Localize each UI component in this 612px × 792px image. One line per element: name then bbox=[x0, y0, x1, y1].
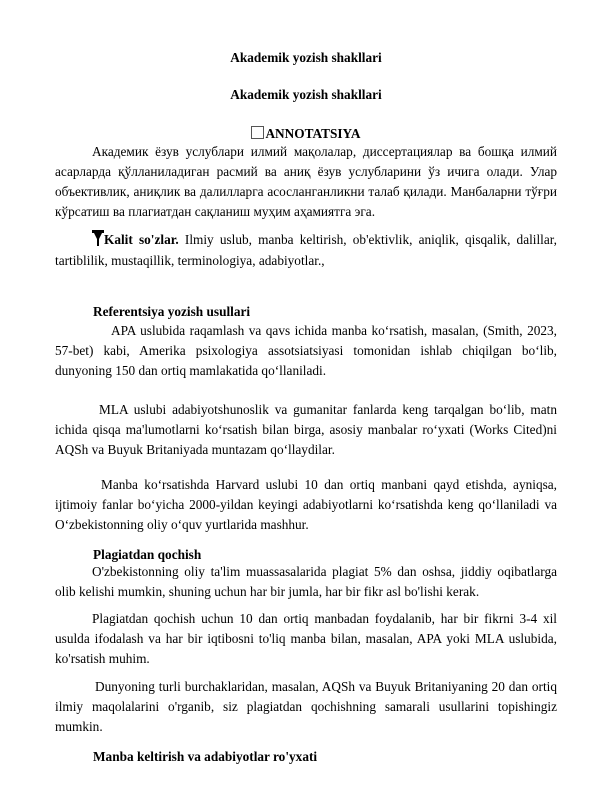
section-heading-citation: Manba keltirish va adabiyotlar ro'yxati bbox=[93, 749, 318, 764]
section-heading-plagiarism: Plagiatdan qochish bbox=[93, 547, 202, 562]
plagiarism-paragraph-3: Dunyoning turli burchaklaridan, masalan, AQSh va Buyuk Britaniyaning 20 dan ortiq ilmiy maqolalarini o'rganib, siz plagiatdan qochishning samarali usullarini topishingiz mumkin. bbox=[55, 679, 557, 734]
annotation-heading: ANNOTATSIYA bbox=[265, 126, 361, 141]
missing-glyph-icon bbox=[251, 126, 264, 139]
referencing-paragraph-1: APA uslubida raqamlash va qavs ichida manba koʻrsatish, masalan, (Smith, 2023, 57-bet) kabi, Amerika psixologiya assotsiatsiyasi tomonidan ishlab chiqilgan boʻlib, dunyoning 150 dan ortiq mamlakatida qoʻllaniladi. bbox=[55, 323, 557, 378]
annotation-heading-row bbox=[0, 124, 612, 144]
section-heading-referencing: Referentsiya yozish usullari bbox=[93, 304, 251, 319]
keywords-label: Kalit so'zlar. bbox=[104, 232, 179, 247]
document-title: Akademik yozish shakllari bbox=[230, 50, 382, 65]
keywords-text: Ilmiy uslub, manba keltirish, ob'ektivlik, aniqlik, qisqalik, dalillar, tartiblilik, mustaqillik, terminologiya, adabiyotlar., bbox=[55, 232, 557, 268]
document-subtitle: Akademik yozish shakllari bbox=[230, 87, 382, 102]
plagiarism-paragraph-2: Plagiatdan qochish uchun 10 dan ortiq manbadan foydalanib, har bir fikrni 3-4 xil usulda ifodalash va har bir iqtibosni to'liq manba bilan, masalan, APA yoki MLA uslubida, ko'rsatish muhim. bbox=[55, 611, 557, 666]
referencing-paragraph-3: Manba koʻrsatishda Harvard uslubi 10 dan ortiq manbani qayd etishda, ayniqsa, ijtimoiy fanlar boʻyicha 2000-yildan keyingi adabiyotlarni koʻrsatishda keng qoʻllaniladi va Oʻzbekistonning oliy oʻquv yurtlarida mashhur. bbox=[55, 477, 557, 532]
annotation-text: Академик ёзув услублари илмий мақолалар, диссертациялар ва бошқа илмий асарларда қўлланиладиган расмий ва аниқ ёзув услубларини ўз ичига олади. Улар объективлик, аниқлик ва далилларга асосланганликни талаб қилади. Манбаларни тўғри кўрсатиш ва плагиатдан сақланиш муҳим аҳамиятга эга. bbox=[55, 144, 557, 219]
keywords-paragraph bbox=[55, 229, 557, 271]
referencing-paragraph-2: MLA uslubi adabiyotshunoslik va gumanitar fanlarda keng tarqalgan boʻlib, matn ichida qisqa ma'lumotlarni koʻrsatish bilan birga, asosiy manbalar roʻyxati (Works Cited)ni AQSh va Buyuk Britaniyada muntazam qoʻllaydilar. bbox=[55, 402, 557, 457]
plagiarism-paragraph-1: O'zbekistonning oliy ta'lim muassasalarida plagiat 5% dan oshsa, jiddiy oqibatlarga olib kelishi mumkin, shuning uchun har bir jumla, har bir fikr asl bo'lishi kerak. bbox=[55, 564, 557, 599]
pin-icon bbox=[92, 230, 104, 246]
